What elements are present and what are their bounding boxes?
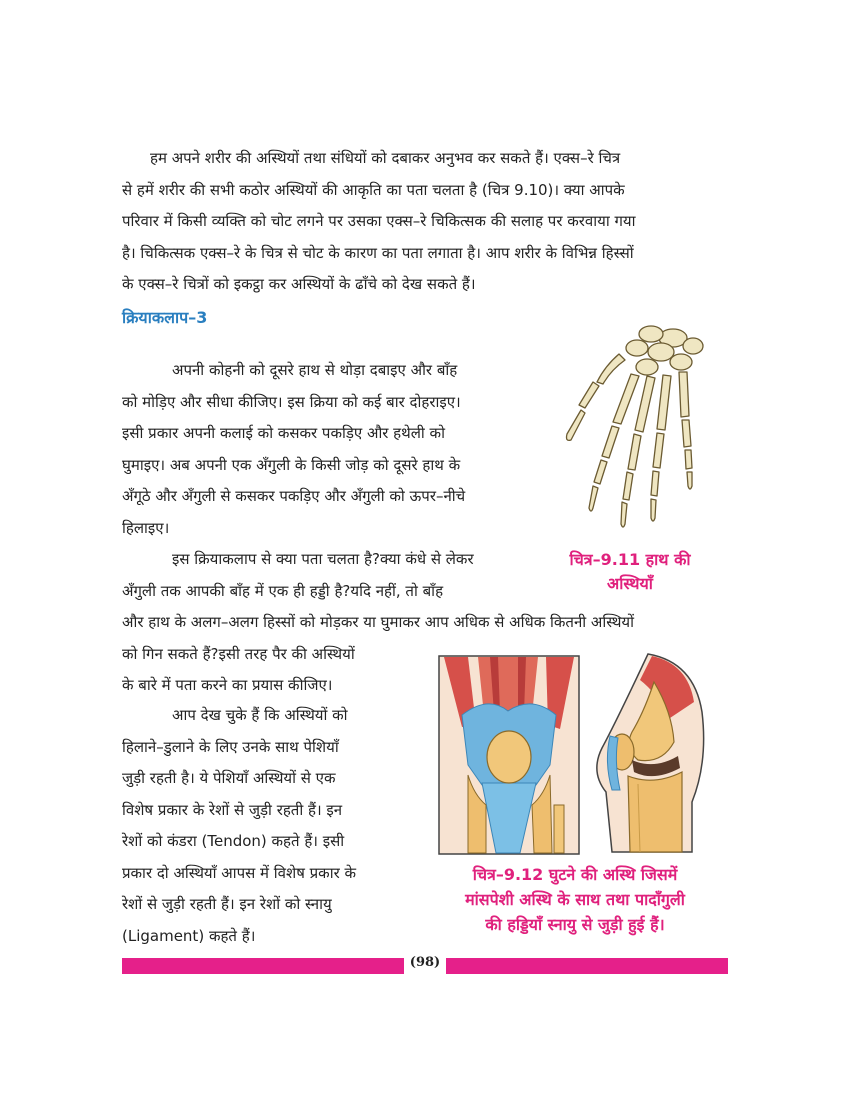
activity-line: अँगुली तक आपकी बाँह में एक ही हड्डी है?यदि नहीं, तो बाँह <box>122 581 444 600</box>
intro-line: हम अपने शरीर की अस्थियों तथा संधियों को दबाकर अनुभव कर सकते हैं। एक्स–रे चित्र <box>150 149 621 167</box>
activity-line: घुमाइए। अब अपनी एक अँगुली के किसी जोड़ को दूसरे हाथ के <box>122 455 461 474</box>
activity-line: इस क्रियाकलाप से क्या पता चलता है?क्या कंधे से लेकर <box>172 550 474 568</box>
intro-line: है। चिकित्सक एक्स–रे के चित्र से चोट के कारण का पता लगाता है। आप शरीर के विभिन्न हिस्सों <box>122 243 634 262</box>
activity-line: के बारे में पता करने का प्रयास कीजिए। <box>122 676 333 694</box>
activity-line: जुड़ी रहती है। ये पेशियाँ अस्थियों से एक <box>122 769 336 787</box>
knee-side-figure <box>582 652 710 854</box>
activity-line: को मोड़िए और सीधा कीजिए। इस क्रिया को कई बार दोहराइए। <box>122 392 461 411</box>
activity-line: हिलाने–डुलाने के लिए उनके साथ पेशियाँ <box>122 737 339 756</box>
activity-line: प्रकार दो अस्थियाँ आपस में विशेष प्रकार के <box>122 863 357 882</box>
activity-line: अँगूठे और अँगुली से कसकर पकड़िए और अँगुली को ऊपर–नीचे <box>122 487 466 505</box>
intro-paragraph <box>122 143 728 301</box>
intro-line: परिवार में किसी व्यक्ति को चोट लगने पर उसका एक्स–रे चिकित्सक की सलाह पर करवाया गया <box>122 212 636 230</box>
activity-paragraph-3 <box>122 700 414 952</box>
activity-line: को गिन सकते हैं?इसी तरह पैर की अस्थियों <box>122 644 355 663</box>
activity-line: इसी प्रकार अपनी कलाई को कसकर पकड़िए और हथेली को <box>122 424 445 442</box>
activity-paragraph-1 <box>122 355 527 544</box>
caption-line: चित्र–9.12 घुटने की अस्थि जिसमें <box>472 865 678 884</box>
footer-bar-left <box>122 958 404 974</box>
caption-line: चित्र–9.11 हाथ की <box>569 550 691 569</box>
activity-line: हिलाइए। <box>122 518 170 537</box>
activity-heading: क्रियाकलाप–3 <box>122 308 208 327</box>
activity-line: विशेष प्रकार के रेशों से जुड़ी रहती हैं। इन <box>122 800 343 819</box>
activity-line: रेशों से जुड़ी रहती हैं। इन रेशों को स्नायु <box>122 895 332 913</box>
hand-bones-figure <box>555 312 725 544</box>
page-number: (98) <box>409 955 441 970</box>
activity-line: (Ligament) कहते हैं। <box>122 926 256 945</box>
activity-line: रेशों को कंडरा (Tendon) कहते हैं। इसी <box>122 832 345 850</box>
intro-line: से हमें शरीर की सभी कठोर अस्थियों की आकृति का पता चलता है (चित्र 9.10)। क्या आपके <box>122 180 625 199</box>
caption-line: की हड्डियाँ स्नायु से जुड़ी हुई हैं। <box>485 915 665 934</box>
footer-bar-right <box>446 958 728 974</box>
activity-line: आप देख चुके हैं कि अस्थियों को <box>172 706 348 724</box>
knee-front-figure <box>438 655 580 855</box>
intro-line: के एक्स–रे चित्रों को इकट्ठा कर अस्थियों के ढाँचे को देख सकते हैं। <box>122 275 476 293</box>
caption-line: मांसपेशी अस्थि के साथ तथा पादाँगुली <box>465 890 685 909</box>
hand-figure-caption <box>535 548 725 596</box>
activity-line: अपनी कोहनी को दूसरे हाथ से थोड़ा दबाइए और बाँह <box>172 361 458 379</box>
caption-line: अस्थियाँ <box>607 574 653 593</box>
knee-figure-caption <box>422 862 728 937</box>
activity-line: और हाथ के अलग–अलग हिस्सों को मोड़कर या घुमाकर आप अधिक से अधिक कितनी अस्थियों <box>122 613 634 631</box>
